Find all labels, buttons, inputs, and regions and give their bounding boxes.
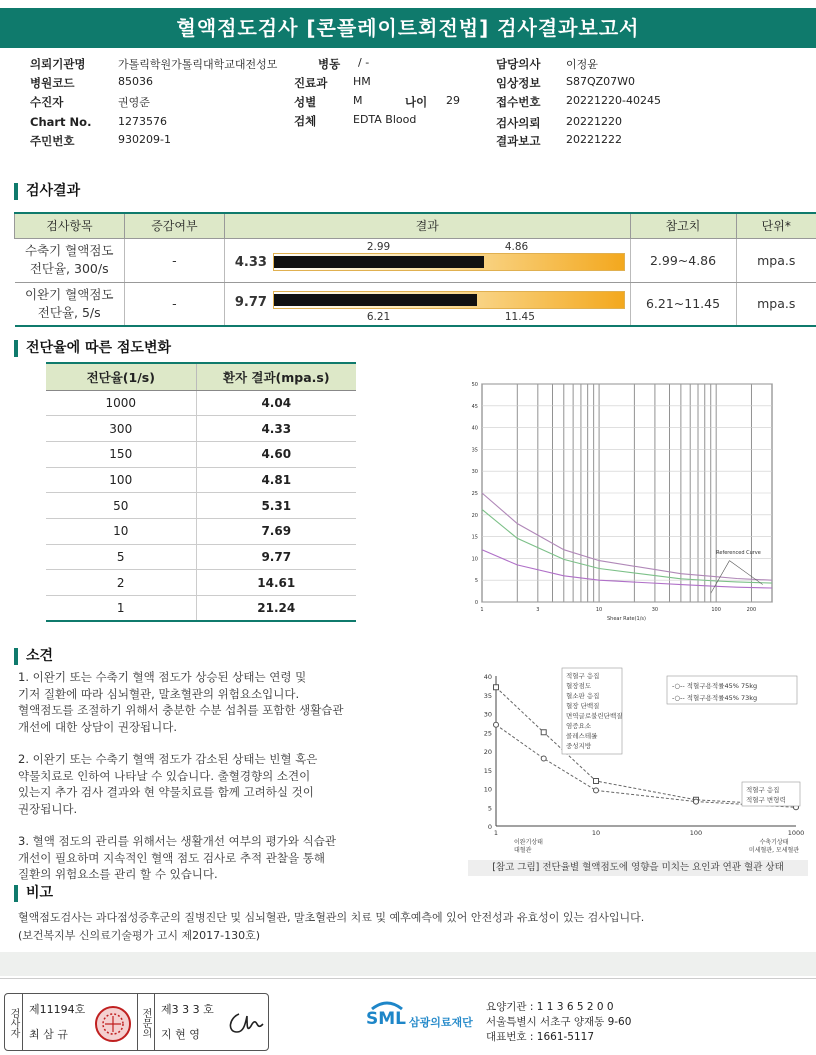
result-header-result: 결과 xyxy=(224,213,630,238)
result-row xyxy=(15,238,816,282)
bottom-right-label: 수축기상태 xyxy=(759,839,789,846)
shear-row xyxy=(46,518,356,544)
specimen-value: EDTA Blood xyxy=(353,113,417,126)
org-name: 삼광의료재단 xyxy=(409,1016,473,1029)
shear-rate-cell: 2 xyxy=(46,570,196,596)
x-tick-label: 10 xyxy=(591,829,601,837)
org-address: 서울특별시 서초구 양재동 9-60 xyxy=(486,1016,632,1028)
shear-rate-cell: 5 xyxy=(46,544,196,570)
rrn-value: 930209-1 xyxy=(118,133,171,146)
y-tick-label: 30 xyxy=(471,469,478,476)
shear-result-cell: 14.61 xyxy=(196,570,356,596)
shear-section-title: 전단율에 따른 점도변화 xyxy=(14,340,171,357)
shear-result-cell: 4.33 xyxy=(196,416,356,442)
result-value: 4.33 xyxy=(234,254,267,270)
result-gauge xyxy=(273,291,625,309)
x-tick-label: 3 xyxy=(536,607,540,613)
remark-line: (보건복지부 신의료기술평가 고시 제2017-130호) xyxy=(18,929,261,942)
org-phone: 대표번호 : 1661-5117 xyxy=(486,1031,595,1043)
shear-rate-cell: 10 xyxy=(46,518,196,544)
shear-rate-cell: 1 xyxy=(46,596,196,622)
y-tick-label: 10 xyxy=(483,785,492,794)
institution-value: 가톨릭학원가톨릭대학교대전성모 xyxy=(118,58,278,71)
result-header-ref: 참고치 xyxy=(630,213,736,238)
shear-table xyxy=(46,362,356,622)
result-unit: mpa.s xyxy=(736,238,816,282)
remark-section-title: 비고 xyxy=(14,885,53,902)
age-value: 29 xyxy=(446,94,460,107)
result-gauge xyxy=(273,253,625,271)
shear-row xyxy=(46,596,356,622)
opinion-line: 개선이 필요하며 지속적인 혈액 점도 검사로 추적 관찰을 통해 xyxy=(18,850,325,865)
tester-role: 검사자 xyxy=(5,994,23,1050)
shear-result-cell: 4.60 xyxy=(196,441,356,467)
doctor-value: 이정윤 xyxy=(566,58,598,71)
shear-result-cell: 9.77 xyxy=(196,544,356,570)
clinical-label: 임상정보 xyxy=(496,76,541,90)
spacer-band xyxy=(0,952,816,976)
viscosity-chart xyxy=(430,378,780,623)
specimen-label: 검체 xyxy=(294,114,317,128)
institution-label: 의뢰기관명 xyxy=(30,57,86,71)
result-item-line1: 수축기 혈액점도 xyxy=(24,243,114,258)
specialist-role: 전문의 xyxy=(137,994,155,1050)
result-unit: mpa.s xyxy=(736,282,816,326)
shear-row xyxy=(46,544,356,570)
series-marker xyxy=(494,722,499,727)
factor-label: 콜레스테롤 xyxy=(566,732,598,740)
y-tick-label: 25 xyxy=(471,491,478,497)
x-tick-label: 200 xyxy=(746,607,757,613)
patient-info xyxy=(0,56,816,151)
opinion-line: 질환의 위험요소를 관리 할 수 있습니다. xyxy=(18,867,218,881)
receipt-label: 접수번호 xyxy=(496,95,541,109)
series-marker xyxy=(541,730,546,735)
shear-result-cell: 7.69 xyxy=(196,518,356,544)
y-tick-label: 15 xyxy=(471,534,478,541)
shear-rate-cell: 100 xyxy=(46,467,196,493)
series-marker xyxy=(594,779,599,784)
shear-result-cell: 4.81 xyxy=(196,467,356,493)
shear-rate-cell: 50 xyxy=(46,493,196,519)
opinion-line: 기저 질환에 따라 심뇌혈관, 말초혈관의 위험요소입니다. xyxy=(18,686,300,701)
reference-caption: [참고 그림] 전단율별 혈액점도에 영향을 미치는 요인과 연관 혈관 상태 xyxy=(468,860,808,876)
shear-header-result: 환자 결과(mpa.s) xyxy=(196,363,356,390)
report-date-value: 20221222 xyxy=(566,133,622,146)
ward-label: 병동 xyxy=(318,57,341,71)
y-tick-label: 20 xyxy=(483,748,492,756)
opinion-section-title: 소견 xyxy=(14,648,53,665)
shear-row xyxy=(46,467,356,493)
series-marker xyxy=(541,756,546,761)
chart-no-label: Chart No. xyxy=(30,115,92,129)
series-marker xyxy=(594,788,599,793)
report-date-label: 결과보고 xyxy=(496,134,541,148)
y-tick-label: 15 xyxy=(483,766,492,775)
opinion-line: 3. 혈액 점도의 관리를 위해서는 생활개선 여부의 평가와 식습관 xyxy=(18,834,336,848)
x-tick-label: 1 xyxy=(493,829,499,837)
collector-label: 수진자 xyxy=(30,95,64,109)
chart-no-value: 1273576 xyxy=(118,115,167,128)
series-marker xyxy=(694,799,699,804)
result-item-line2: 전단율, 5/s xyxy=(37,304,101,320)
request-label: 검사의뢰 xyxy=(496,116,541,130)
shear-header-rate: 전단율(1/s) xyxy=(46,363,196,390)
series-line xyxy=(482,509,772,583)
hospital-code-label: 병원코드 xyxy=(30,76,75,90)
opinion-line: 개선에 대한 상담이 권장됩니다. xyxy=(18,719,178,734)
y-tick-label: 40 xyxy=(471,425,478,432)
shear-rate-cell: 1000 xyxy=(46,390,196,416)
result-high-mark: 4.86 xyxy=(504,240,529,253)
result-table xyxy=(14,212,816,327)
reference-figure xyxy=(462,664,807,854)
result-low-mark: 2.99 xyxy=(366,240,391,253)
result-section-title: 검사결과 xyxy=(14,183,80,200)
series-marker xyxy=(494,685,499,690)
sex-label: 성별 xyxy=(294,95,317,109)
result-value: 9.77 xyxy=(234,294,267,310)
y-tick-label: 5 xyxy=(487,804,492,813)
factor-label: 혈소판 응집 xyxy=(566,692,600,700)
shear-result-cell: 4.04 xyxy=(196,390,356,416)
x-tick-label: 10 xyxy=(595,607,603,613)
footer xyxy=(0,978,816,1055)
shear-row xyxy=(46,390,356,416)
shear-row xyxy=(46,493,356,519)
y-tick-label: 10 xyxy=(471,556,478,563)
ward-value: / - xyxy=(358,56,370,69)
opinion-line: 약물치료로 인하여 나타날 수 있습니다. 출혈경향의 소견이 xyxy=(18,768,311,783)
opinion-line: 있는지 추가 검사 결과와 현 약물치료를 함께 고려하실 것이 xyxy=(18,785,314,799)
x-tick-label: 1000 xyxy=(787,829,805,837)
specialist-signature-icon xyxy=(225,1006,265,1040)
clinical-value: S87QZ07W0 xyxy=(566,75,636,88)
collector-value: 권영준 xyxy=(118,96,150,109)
specialist-license: 제3 3 3 호 xyxy=(161,1003,214,1016)
shear-rate-cell: 300 xyxy=(46,416,196,442)
x-tick-label: 100 xyxy=(711,607,721,613)
receipt-value: 20221220-40245 xyxy=(566,94,661,107)
factor-label: 혈장점도 xyxy=(566,682,592,690)
shear-row xyxy=(46,570,356,596)
tester-name: 최 삼 규 xyxy=(29,1028,68,1041)
y-tick-label: 35 xyxy=(471,447,478,454)
rrn-label: 주민번호 xyxy=(30,134,75,148)
y-tick-label: 20 xyxy=(471,512,478,519)
factor-label: 혈장 단백질 xyxy=(566,702,600,710)
bottom-left-label: 이완기상태 xyxy=(514,839,543,846)
result-high-mark: 11.45 xyxy=(504,310,535,323)
result-row xyxy=(15,282,816,326)
result-header-unit: 단위* xyxy=(736,213,816,238)
y-tick-label: 30 xyxy=(483,710,492,719)
result-change: - xyxy=(124,282,224,326)
shear-rate-cell: 150 xyxy=(46,441,196,467)
y-tick-label: 25 xyxy=(483,729,492,738)
result-change: - xyxy=(124,238,224,282)
logo-text: SML xyxy=(366,1009,406,1029)
opinion-line: 2. 이완기 또는 수축기 혈액 점도가 감소된 상태는 빈혈 혹은 xyxy=(18,752,318,766)
tester-seal-icon xyxy=(93,1004,133,1044)
remark-line: 혈액점도검사는 과다점성증후군의 질병진단 및 심뇌혈관, 말초혈관의 치료 및 예후예측에 있어 안전성과 유효성이 있는 검사입니다. xyxy=(18,911,645,924)
y-tick-label: 40 xyxy=(483,673,492,681)
shear-result-cell: 21.24 xyxy=(196,596,356,622)
result-gauge-fill xyxy=(274,256,484,268)
tester-license: 제11194호 xyxy=(29,1003,86,1016)
specialist-name: 지 현 영 xyxy=(161,1028,200,1041)
result-item-line1: 이완기 혈액점도 xyxy=(24,286,114,302)
signature-box xyxy=(4,993,269,1051)
shear-row xyxy=(46,441,356,467)
result-header-item: 검사항목 xyxy=(15,213,125,238)
y-tick-label: 5 xyxy=(474,578,478,585)
report-title: 혈액점도검사 [콘플레이트회전법] 검사결과보고서 xyxy=(0,8,816,48)
annotation-label: Referenced Curve xyxy=(716,550,761,557)
y-tick-label: 35 xyxy=(483,691,492,700)
org-code: 요양기관 : 1 1 3 6 5 2 0 0 xyxy=(486,1001,614,1013)
bottom-right-label: 미세혈관, 모세혈관 xyxy=(748,847,800,854)
dept-value: HM xyxy=(353,75,371,88)
age-label: 나이 xyxy=(405,95,428,109)
opinion-line: 혈액점도를 조절하기 위해서 충분한 수분 섭취를 포함한 생활습관 xyxy=(18,703,344,717)
result-header-change: 증감여부 xyxy=(124,213,224,238)
annotation-arrow xyxy=(729,561,762,585)
y-tick-label: 0 xyxy=(474,600,478,606)
factor-label: 면역글로불린단백질 xyxy=(566,712,623,720)
y-tick-label: 50 xyxy=(471,382,478,388)
y-tick-label: 45 xyxy=(471,403,478,410)
shear-result-cell: 5.31 xyxy=(196,493,356,519)
opinion-line: 1. 이완기 또는 수축기 혈액 점도가 상승된 상태는 연령 및 xyxy=(18,670,307,684)
sex-value: M xyxy=(353,94,363,107)
right-label: 적혈구 변형력 xyxy=(746,796,786,804)
doctor-label: 담당의사 xyxy=(496,57,541,71)
request-value: 20221220 xyxy=(566,115,622,128)
x-tick-label: 100 xyxy=(689,829,703,837)
result-gauge-fill xyxy=(274,294,477,306)
x-tick-label: 30 xyxy=(651,607,659,613)
factor-label: 적혈구 응집 xyxy=(566,672,600,680)
result-low-mark: 6.21 xyxy=(366,310,391,323)
right-label: 적혈구 응집 xyxy=(746,786,780,794)
bottom-left-label: 대혈관 xyxy=(514,847,532,854)
factor-label: 중성지방 xyxy=(566,742,592,750)
hospital-code-value: 85036 xyxy=(118,75,153,88)
x-tick-label: 1 xyxy=(480,607,484,613)
dept-label: 진료과 xyxy=(294,76,328,90)
factor-label: 염증요소 xyxy=(566,722,592,730)
result-ref: 6.21~11.45 xyxy=(630,282,736,326)
shear-row xyxy=(46,416,356,442)
y-tick-label: 0 xyxy=(487,823,492,831)
result-item-line2: 전단율, 300/s xyxy=(29,261,109,276)
legend-label: -○-- 적혈구용적률45% 75kg xyxy=(672,682,758,690)
x-axis-label: Shear Rate(1/s) xyxy=(607,616,646,622)
result-ref: 2.99~4.86 xyxy=(630,238,736,282)
legend-label: -○-- 적혈구용적률45% 73kg xyxy=(672,694,758,702)
opinion-line: 권장됩니다. xyxy=(18,801,78,816)
